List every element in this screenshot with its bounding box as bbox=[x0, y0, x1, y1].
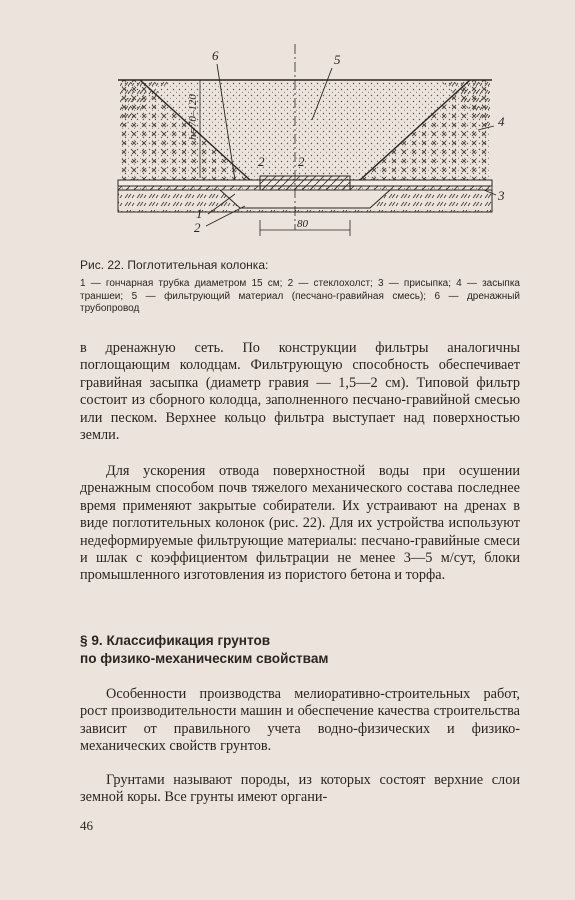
figure-caption bbox=[80, 258, 520, 316]
label-1: 1 bbox=[196, 206, 203, 221]
base-soil bbox=[118, 190, 492, 212]
label-5: 5 bbox=[334, 52, 341, 67]
label-2-bottom: 2 bbox=[194, 220, 201, 235]
section-heading bbox=[80, 632, 520, 668]
body-paragraph-3: Особенности производства мелиоративно-строительных работ, рост производительности машин и обеспечение качества строительства зависит от правильного учета водно-физических и физико-механических свойств грунтов. bbox=[80, 686, 520, 755]
label-2-a: 2 bbox=[258, 154, 265, 169]
page-number: 46 bbox=[80, 818, 93, 833]
absorption-column-diagram bbox=[100, 40, 520, 250]
figure-absorption-column bbox=[100, 40, 520, 250]
label-6: 6 bbox=[212, 48, 219, 63]
width-dimension-label: 80 bbox=[297, 218, 308, 230]
label-3: 3 bbox=[498, 188, 505, 203]
heading-line-1: § 9. Классификация грунтов bbox=[80, 633, 271, 648]
label-2-b: 2 bbox=[298, 154, 305, 169]
body-paragraph-1: в дренажную сеть. По конструкции фильтры аналогичны поглощающим колодцам. Фильтрующую способность обеспечивает гравийная засыпка (диаметр гравия — 1,5—2 см). Типовой фильтр состоит из сборного колодца, заполненного песчано-гравийной смесью или песком. Верхнее кольцо фильтра выступает над поверхностью земли. bbox=[80, 340, 520, 444]
body-paragraph-4: Грунтами называют породы, из которых состоят верхние слои земной коры. Все грунты имеют органи- bbox=[80, 772, 520, 806]
caption-title: Рис. 22. Поглотительная колонка: bbox=[80, 258, 269, 272]
body-paragraph-2: Для ускорения отвода поверхностной воды при осушении дренажным способом почв тяжелого механического состава последнее время применяют закрытые собиратели. Их устраивают на дренах в виде поглотительных колонок (рис. 22). Для их устройства используют недеформируемые фильтрующие материалы: песчано-гравийные смеси и шлак с коэффициентом фильтрации не менее 3—5 м/сут, блоки промышленного изготовления из пористого бетона и торфа. bbox=[80, 463, 520, 584]
label-4: 4 bbox=[498, 114, 505, 129]
heading-line-2: по физико-механическим свойствам bbox=[80, 651, 329, 666]
drain-pipe bbox=[260, 176, 350, 190]
caption-legend: 1 — гончарная трубка диаметром 15 см; 2 — стеклохолст; 3 — присыпка; 4 — засыпка траншеи; 5 — фильтрующий материал (песчано-гравийная смесь); 6 — дренажный трубопровод bbox=[80, 278, 520, 315]
height-dimension-label: h=70–120 bbox=[187, 94, 199, 140]
